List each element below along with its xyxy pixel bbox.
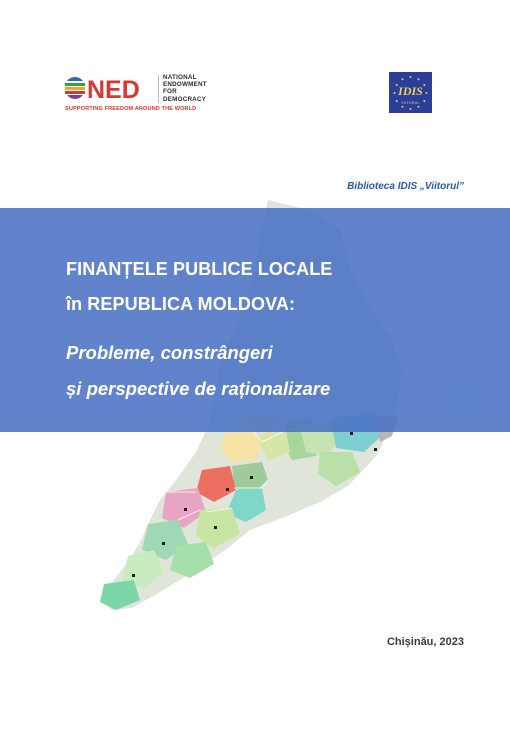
title-line-1: FINANȚELE PUBLICE LOCALE: [66, 259, 333, 279]
subtitle-line-2: și perspective de raționalizare: [66, 378, 331, 399]
ned-org-name: NATIONAL ENDOWMENT FOR DEMOCRACY: [163, 74, 207, 103]
ned-wordmark: NED: [87, 76, 140, 104]
idis-wordmark: IDIS: [398, 84, 423, 98]
ned-divider: [158, 75, 159, 103]
place-date: Chișinău, 2023: [386, 636, 464, 648]
series-label: Biblioteca IDIS „Viitorul”: [347, 181, 464, 192]
title-line-2: în REPUBLICA MOLDOVA:: [66, 294, 296, 314]
idis-subtitle: VIITORUL: [401, 101, 420, 105]
subtitle-line-1: Probleme, constrângeri: [66, 342, 273, 363]
ned-logo-icon: [64, 74, 150, 104]
ned-tagline: SUPPORTING FREEDOM AROUND THE WORLD: [65, 106, 197, 112]
title-band: [0, 208, 510, 432]
idis-logo: [389, 72, 432, 113]
